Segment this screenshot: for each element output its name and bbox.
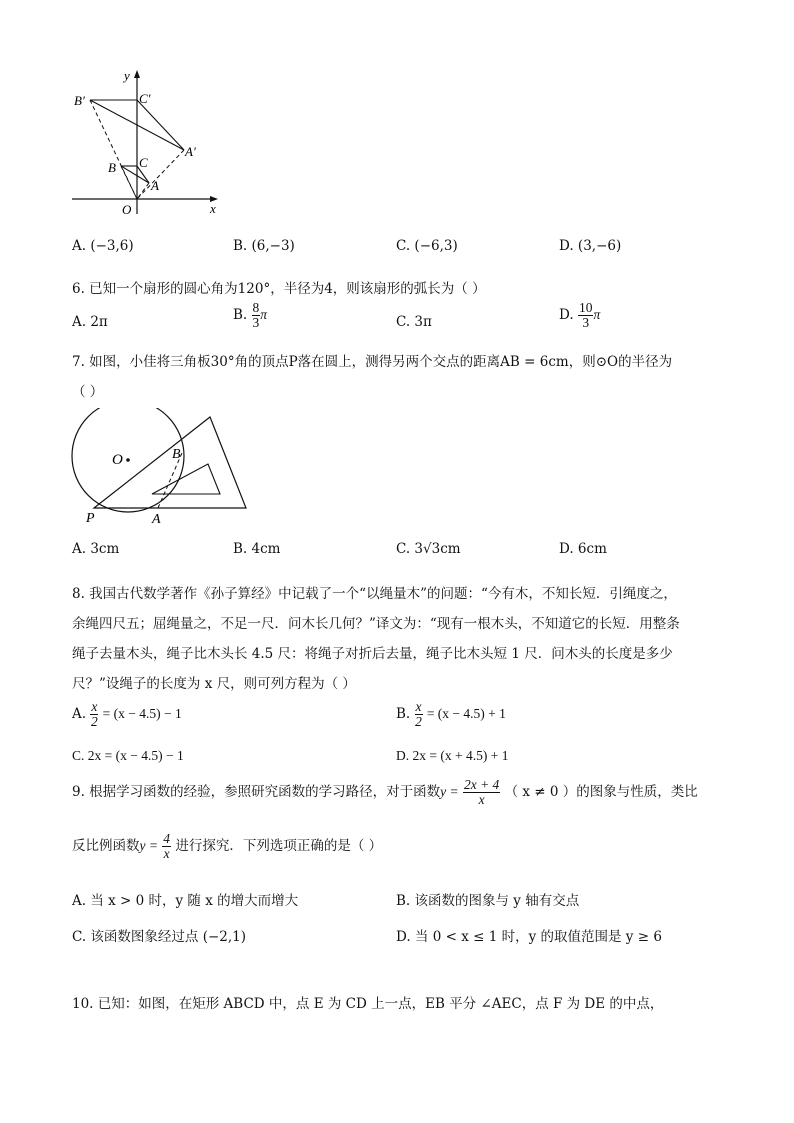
q9-stem-line1: 9. 根据学习函数的经验，参照研究函数的学习路径，对于函数y = $\frac{2x + 4}{x}$ （ x ≠ 0 ）的图象与性质，类比: [72, 777, 698, 808]
q8-a-fraction: $\frac{x}{2}$: [90, 699, 98, 730]
q9-reciprocal-fraction: $\frac{4}{x}$: [163, 831, 171, 862]
q7-circle-figure: [66, 408, 256, 528]
label-A: A: [151, 178, 159, 193]
center-dot: [126, 458, 130, 462]
q7-option-c[interactable]: C. 3√3cm: [396, 541, 461, 557]
label-A1: A′: [185, 144, 196, 159]
q8-stem-line4: 尺？”设绳子的长度为 x 尺，则可列方程为（ ）: [72, 676, 356, 692]
q10-stem: 10. 已知：如图，在矩形 ABCD 中，点 E 为 CD 上一点，EB 平分 ∠AEC，点 F 为 DE 的中点，: [72, 996, 664, 1012]
q6-stem: 6. 已知一个扇形的圆心角为120°，半径为4，则该扇形的弧长为（ ）: [72, 281, 486, 297]
q5-option-a[interactable]: A. (−3,6): [72, 238, 134, 254]
q6-d-fraction: $\frac{10}{3}$: [578, 300, 593, 331]
q5-option-c[interactable]: C. (−6,3): [396, 238, 458, 254]
q6-option-d[interactable]: D. $\frac{10}{3}$ π: [559, 300, 601, 331]
q7-option-b[interactable]: B. 4cm: [233, 541, 281, 557]
q5-option-b[interactable]: B. (6,−3): [233, 238, 295, 254]
q7-option-d[interactable]: D. 6cm: [559, 541, 607, 557]
q7-stem-line2: （ ）: [72, 384, 104, 400]
label-x: x: [210, 201, 216, 216]
label-B: B: [108, 160, 116, 175]
q8-option-d[interactable]: D. 2x = (x + 4.5) + 1: [396, 748, 509, 763]
q8-stem-line1: 8. 我国古代数学著作《孙子算经》中记载了一个“以绳量木”的问题：“今有木，不知长短．引绳度之，: [72, 586, 677, 602]
q6-option-b[interactable]: B. $\frac{8}{3}$ π: [233, 300, 268, 331]
q5-option-d[interactable]: D. (3,−6): [559, 238, 622, 254]
q7-stem-line1: 7. 如图，小佳将三角板30°角的顶点P落在圆上，测得另两个交点的距离AB = 6cm，则⊙O的半径为: [72, 354, 673, 370]
label-y: y: [124, 68, 130, 83]
q9-stem-line2: 反比例函数y = $\frac{4}{x}$ 进行探究．下列选项正确的是（ ）: [72, 831, 383, 862]
q9-option-a[interactable]: A. 当 x > 0 时，y 随 x 的增大而增大: [72, 893, 299, 909]
label-C: C: [139, 155, 148, 170]
q9-function-fraction: $\frac{2x + 4}{x}$: [463, 777, 500, 808]
q6-option-a[interactable]: A. 2π: [72, 314, 108, 330]
q7-option-a[interactable]: A. 3cm: [72, 541, 120, 557]
q9-option-c[interactable]: C. 该函数图象经过点 (−2,1): [72, 929, 247, 945]
q5-coordinate-figure: [66, 66, 236, 222]
label-O: O: [122, 202, 132, 217]
q8-stem-line2: 余绳四尺五；屈绳量之，不足一尺．问木长几何？”译文为：“现有一根木头，不知道它的长短．用整条: [72, 616, 680, 632]
label-B: B: [172, 447, 181, 462]
label-O: O: [112, 452, 123, 468]
q8-option-b[interactable]: B. $\frac{x}{2}$ = (x − 4.5) + 1: [396, 699, 506, 730]
q6-b-fraction: $\frac{8}{3}$: [252, 300, 260, 331]
q9-option-b[interactable]: B. 该函数的图象与 y 轴有交点: [396, 893, 580, 909]
q6-option-c[interactable]: C. 3π: [396, 314, 432, 330]
label-B1: B′: [74, 93, 85, 108]
q8-stem-line3: 绳子去量木头，绳子比木头长 4.5 尺：将绳子对折后去量，绳子比木头短 1 尺．问木头的长度是多少: [72, 646, 673, 662]
triangle-board-inner: [152, 464, 220, 494]
label-P: P: [86, 511, 95, 526]
q8-b-fraction: $\frac{x}{2}$: [415, 699, 422, 730]
y-axis-arrow: [134, 70, 140, 78]
label-A: A: [152, 512, 161, 527]
q8-option-a[interactable]: A. $\frac{x}{2}$ = (x − 4.5) − 1: [72, 699, 182, 730]
label-C1: C′: [139, 91, 151, 106]
q8-option-c[interactable]: C. 2x = (x − 4.5) − 1: [72, 748, 184, 763]
q9-option-d[interactable]: D. 当 0 < x ≤ 1 时，y 的取值范围是 y ≥ 6: [396, 929, 662, 945]
